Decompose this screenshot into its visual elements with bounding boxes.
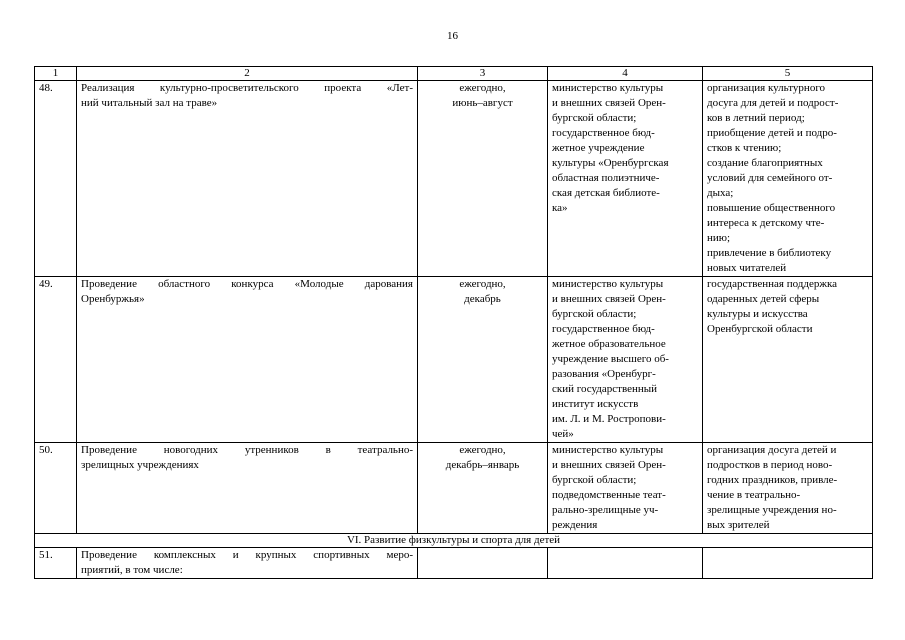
- row-number: 48.: [35, 81, 77, 277]
- text-line: организация досуга детей и: [707, 444, 837, 456]
- text-line: ний читальный зал на траве»: [81, 97, 218, 109]
- event-result: [703, 277, 873, 443]
- text-line: ская детская библиоте-: [552, 187, 660, 199]
- text-line: одаренных детей сферы: [707, 293, 820, 305]
- text-line: дыха;: [707, 187, 734, 199]
- text-line: ский государственный: [552, 383, 658, 395]
- text-line: июнь–август: [452, 97, 513, 109]
- text-line: привлечение в библиотеку: [707, 247, 832, 259]
- text-line: приобщение детей и подро-: [707, 127, 837, 139]
- text-line: культуры и искусства: [707, 308, 808, 320]
- text-line: жетное учреждение: [552, 142, 645, 154]
- text-line: декабрь: [464, 293, 501, 305]
- table-header-row: [35, 67, 873, 81]
- text-line: нию;: [707, 232, 731, 244]
- event-executors: [548, 443, 703, 534]
- row-number: 49.: [35, 277, 77, 443]
- header-cell-5: 5: [703, 67, 873, 81]
- text-line: рально-зрелищные уч-: [552, 504, 659, 516]
- section-heading: VI. Развитие физкультуры и спорта для детей: [35, 534, 873, 548]
- text-line: разования «Оренбург-: [552, 368, 656, 380]
- row-number: 51.: [35, 548, 77, 579]
- text-line: министерство культуры: [552, 444, 664, 456]
- text-line: годних праздников, привле-: [707, 474, 838, 486]
- text-line: и внешних связей Орен-: [552, 97, 666, 109]
- text-line: государственное бюд-: [552, 127, 655, 139]
- text-line: институт искусств: [552, 398, 639, 410]
- event-name: [77, 277, 418, 443]
- event-executors: [548, 548, 703, 579]
- text-line: досуга для детей и подрост-: [707, 97, 839, 109]
- event-result: [703, 548, 873, 579]
- event-name: [77, 81, 418, 277]
- text-line: вых зрителей: [707, 519, 770, 531]
- text-line: учреждение высшего об-: [552, 353, 669, 365]
- text-line: ков в летний период;: [707, 112, 805, 124]
- text-line: бургской области;: [552, 474, 637, 486]
- text-line: условий для семейного от-: [707, 172, 833, 184]
- text-line: Проведение областного конкурса «Молодые дарования: [81, 278, 413, 290]
- text-line: организация культурного: [707, 82, 826, 94]
- table-row: [35, 548, 873, 579]
- text-line: интереса к детскому чте-: [707, 217, 825, 229]
- header-cell-4: 4: [548, 67, 703, 81]
- event-executors: [548, 81, 703, 277]
- text-line: жетное образовательное: [552, 338, 666, 350]
- text-line: ежегодно,: [459, 82, 506, 94]
- event-executors: [548, 277, 703, 443]
- text-line: приятий, в том числе:: [81, 564, 183, 576]
- text-line: новых читателей: [707, 262, 787, 274]
- text-line: чей»: [552, 428, 574, 440]
- text-line: декабрь–январь: [445, 459, 520, 471]
- text-line: государственное бюд-: [552, 323, 655, 335]
- text-line: ежегодно,: [459, 278, 506, 290]
- text-line: им. Л. и М. Ростропови-: [552, 413, 666, 425]
- text-line: Проведение комплексных и крупных спортивных меро-: [81, 549, 413, 561]
- text-line: зрелищных учреждениях: [81, 459, 199, 471]
- text-line: областная полиэтниче-: [552, 172, 660, 184]
- text-line: повышение общественного: [707, 202, 836, 214]
- page-number: 16: [447, 30, 458, 42]
- header-cell-3: 3: [418, 67, 548, 81]
- text-line: бургской области;: [552, 112, 637, 124]
- section-row: [35, 534, 873, 548]
- text-line: чение в театрально-: [707, 489, 801, 501]
- table-row: [35, 81, 873, 277]
- plan-table: [34, 66, 873, 579]
- text-line: Оренбургской области: [707, 323, 813, 335]
- text-line: министерство культуры: [552, 82, 664, 94]
- header-cell-1: 1: [35, 67, 77, 81]
- text-line: ежегодно,: [459, 444, 506, 456]
- text-line: Проведение новогодних утренников в театрально-: [81, 444, 413, 456]
- text-line: министерство культуры: [552, 278, 664, 290]
- text-line: бургской области;: [552, 308, 637, 320]
- text-line: Оренбуржья»: [81, 293, 145, 305]
- text-line: подведомственные теат-: [552, 489, 666, 501]
- event-term: [418, 277, 548, 443]
- text-line: зрелищные учреждения но-: [707, 504, 837, 516]
- text-line: и внешних связей Орен-: [552, 293, 666, 305]
- text-line: Реализация культурно-просветительского проекта «Лет-: [81, 82, 413, 94]
- row-number: 50.: [35, 443, 77, 534]
- text-line: и внешних связей Орен-: [552, 459, 666, 471]
- text-line: государственная поддержка: [707, 278, 838, 290]
- text-line: культуры «Оренбургская: [552, 157, 669, 169]
- text-line: ка»: [552, 202, 568, 214]
- event-result: [703, 81, 873, 277]
- table-row: [35, 443, 873, 534]
- header-cell-2: 2: [77, 67, 418, 81]
- event-name: [77, 443, 418, 534]
- text-line: подростков в период ново-: [707, 459, 833, 471]
- text-line: создание благоприятных: [707, 157, 823, 169]
- event-term: [418, 81, 548, 277]
- event-term: [418, 443, 548, 534]
- event-term: [418, 548, 548, 579]
- text-line: реждения: [552, 519, 598, 531]
- event-result: [703, 443, 873, 534]
- text-line: стков к чтению;: [707, 142, 782, 154]
- table-row: [35, 277, 873, 443]
- event-name: [77, 548, 418, 579]
